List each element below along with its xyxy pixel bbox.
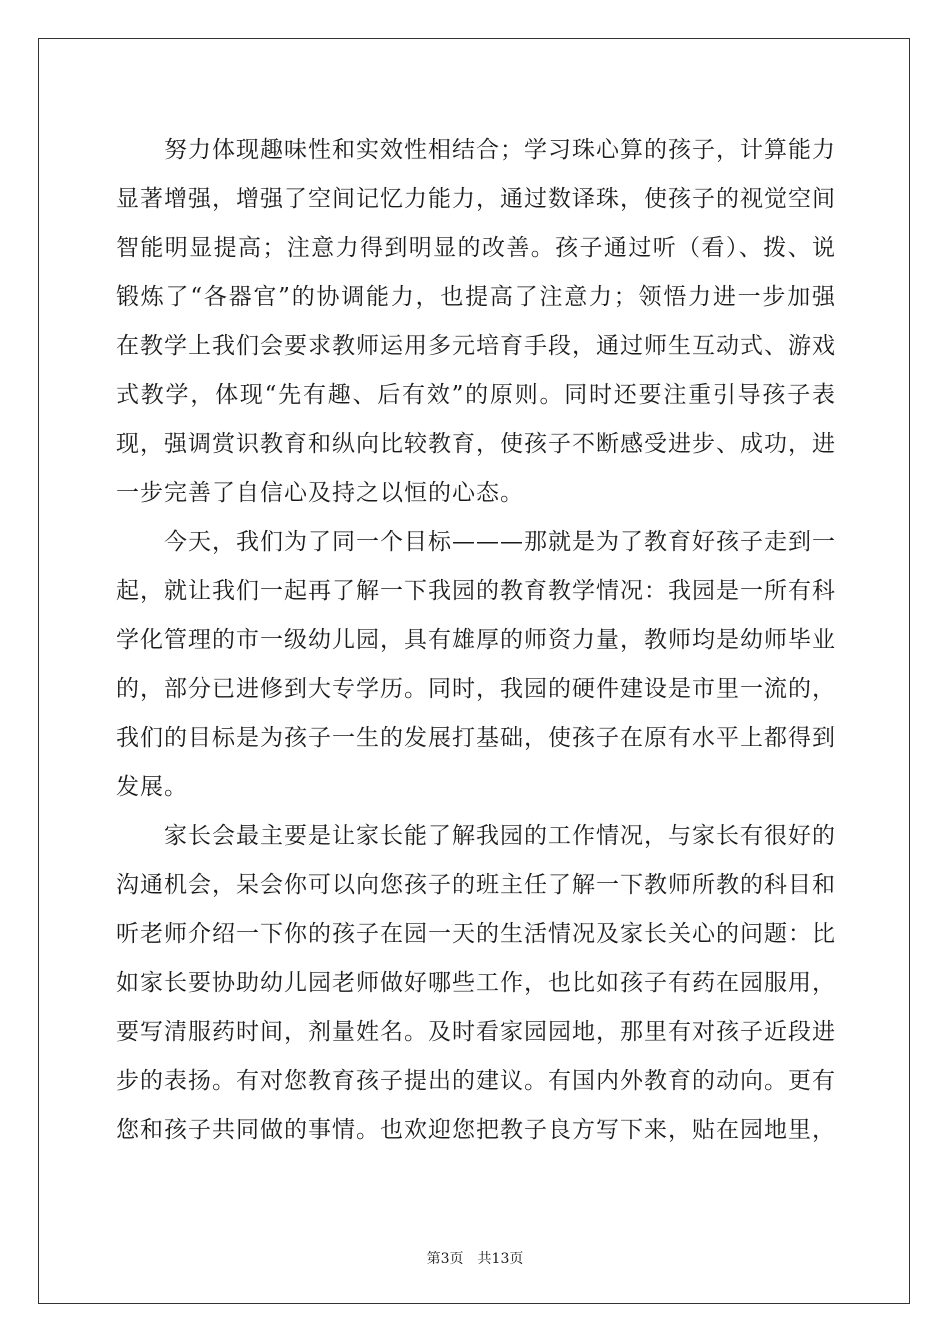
text-line: 的，部分已进修到大专学历。同时，我园的硬件建设是市里一流的， — [116, 676, 836, 702]
text-line: 现，强调赏识教育和纵向比较教育，使孩子不断感受进步、成功，进 — [116, 431, 836, 457]
text-line: 式教学，体现“先有趣、后有效”的原则。同时还要注重引导孩子表 — [116, 382, 836, 408]
text-line: 要写清服药时间，剂量姓名。及时看家园园地，那里有对孩子近段进 — [116, 1019, 836, 1045]
text-line: 一步完善了自信心及持之以恒的心态。 — [116, 480, 524, 506]
text-line: 您和孩子共同做的事情。也欢迎您把教子良方写下来，贴在园地里， — [116, 1117, 836, 1143]
text-line: 步的表扬。有对您教育孩子提出的建议。有国内外教育的动向。更有 — [116, 1068, 836, 1094]
text-line: 今天，我们为了同一个目标———那就是为了教育好孩子走到一 — [116, 529, 836, 555]
text-line: 努力体现趣味性和实效性相结合；学习珠心算的孩子，计算能力 — [116, 137, 836, 163]
text-line: 在教学上我们会要求教师运用多元培育手段，通过师生互动式、游戏 — [116, 333, 836, 359]
paragraph-2 — [116, 518, 836, 812]
text-line: 学化管理的市一级幼儿园，具有雄厚的师资力量，教师均是幼师毕业 — [116, 627, 836, 653]
paragraph-1 — [116, 126, 836, 518]
page-footer — [0, 1248, 950, 1268]
text-line: 智能明显提高；注意力得到明显的改善。孩子通过听（看）、拨、说 — [116, 235, 836, 261]
text-line: 听老师介绍一下你的孩子在园一天的生活情况及家长关心的问题：比 — [116, 921, 836, 947]
page-total: 共13页 — [477, 1251, 524, 1267]
text-line: 家长会最主要是让家长能了解我园的工作情况，与家长有很好的 — [116, 823, 836, 849]
text-line: 发展。 — [116, 774, 188, 800]
text-line: 如家长要协助幼儿园老师做好哪些工作，也比如孩子有药在园服用， — [116, 970, 836, 996]
paragraph-3 — [116, 812, 836, 1155]
text-line: 起，就让我们一起再了解一下我园的教育教学情况：我园是一所有科 — [116, 578, 836, 604]
page-number: 第3页 — [426, 1251, 464, 1267]
text-line: 锻炼了“各器官”的协调能力，也提高了注意力；领悟力进一步加强 — [116, 284, 836, 310]
text-line: 我们的目标是为孩子一生的发展打基础，使孩子在原有水平上都得到 — [116, 725, 836, 751]
document-body — [116, 126, 836, 1155]
text-line: 沟通机会，呆会你可以向您孩子的班主任了解一下教师所教的科目和 — [116, 872, 836, 898]
text-line: 显著增强，增强了空间记忆力能力，通过数译珠，使孩子的视觉空间 — [116, 186, 836, 212]
